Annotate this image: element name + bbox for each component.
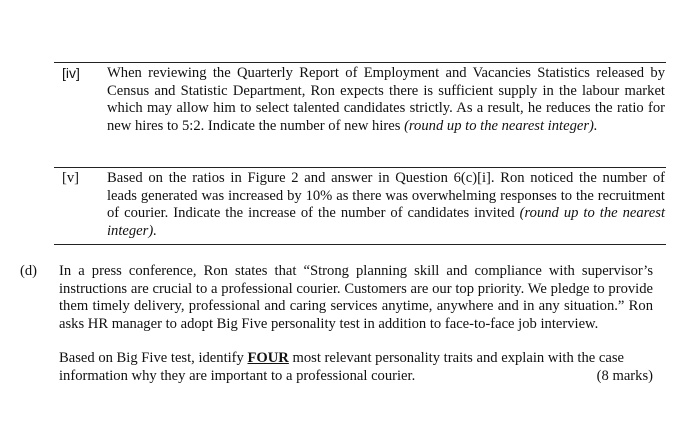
table-rule-top <box>54 62 666 63</box>
section-body <box>59 263 653 386</box>
question-text <box>107 170 665 240</box>
task-text-start: Based on Big Five test, identify <box>59 350 248 367</box>
rounding-note: (round up to the nearest integer). <box>404 117 598 134</box>
task-paragraph <box>59 350 653 385</box>
task-emphasis: FOUR <box>247 350 289 367</box>
section-label: (d) <box>20 263 38 279</box>
question-label: [v] <box>62 170 80 186</box>
press-conference-paragraph: In a press conference, Ron states that “Strong planning skill and compliance with supervisor’s instructions are crucial to a professional courier. Customers are our top priority. We pledge to provide them timely delivery, professional and caring services anytime, anywhere and in any situation.” Ron asks HR manager to adopt Big Five personality test in addition to face-to-face job interview. <box>59 263 653 332</box>
task-text-end: most relevant personality traits and explain with the case information why they are important to a professional courier. <box>59 350 625 384</box>
question-text <box>107 65 665 135</box>
table-rule-middle <box>54 167 666 168</box>
rounding-note: (round up to the nearest integer). <box>107 205 666 239</box>
table-rule-bottom <box>54 244 666 245</box>
question-body: Based on the ratios in Figure 2 and answer in Question 6(c)[i]. Ron noticed the number of leads generated was increased by 10% as there was overwhelming responses to the recruitment of courier. Indicate the increase of the number of candidates invited <box>107 170 665 222</box>
marks-allocation: (8 marks) <box>596 367 653 384</box>
question-label: [iv] <box>62 65 80 81</box>
question-body: When reviewing the Quarterly Report of Employment and Vacancies Statistics released by Census and Statistic Department, Ron expects there is sufficient supply in the labour market which may allow him to select talented candidates strictly. As a result, he reduces the ratio for new hires to 5:2. Indicate the number of new hires <box>107 65 665 134</box>
